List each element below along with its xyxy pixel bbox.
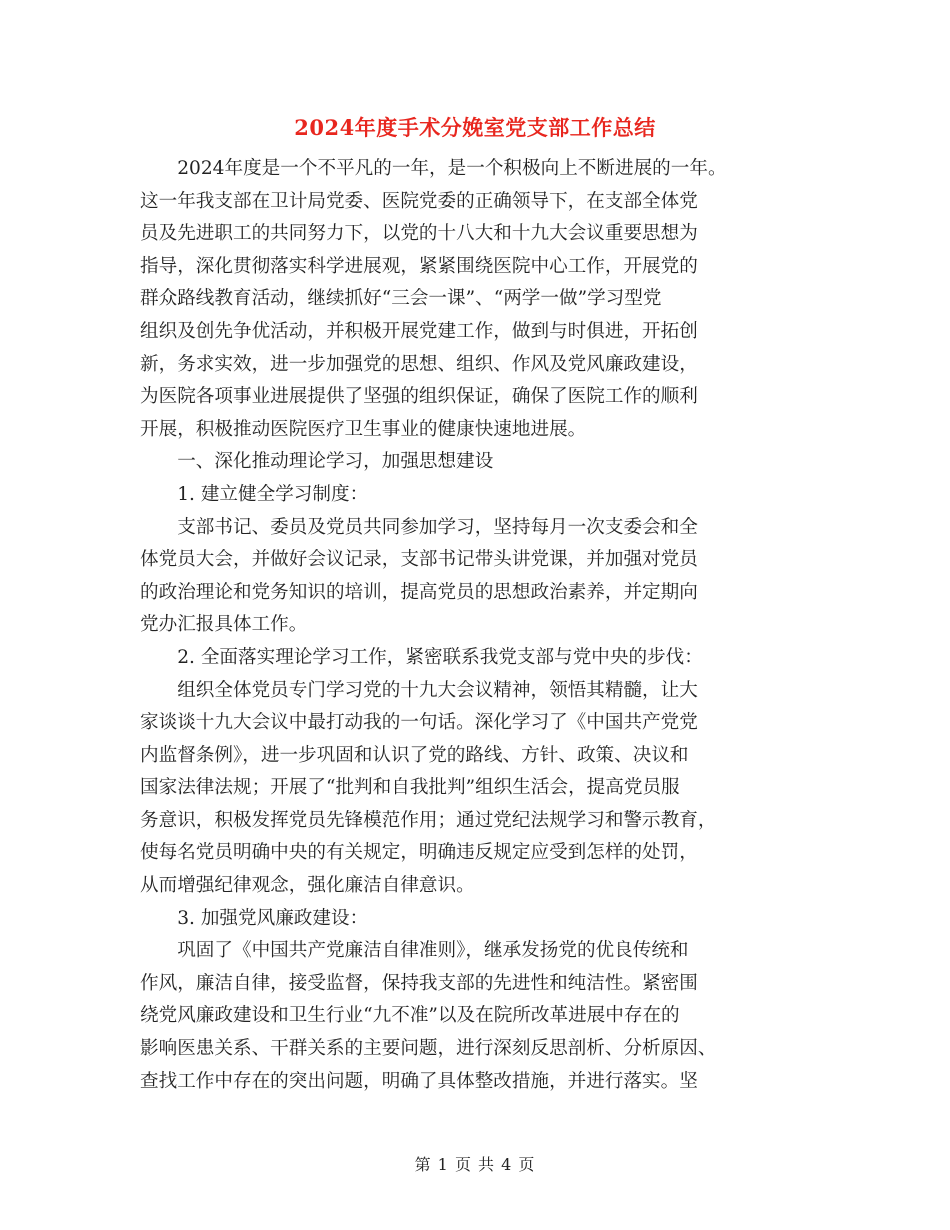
body-line: 群众路线教育活动，继续抓好“三会一课”、“两学一做”学习型党 bbox=[140, 288, 662, 310]
subsection-heading: 1. 建立健全学习制度： bbox=[140, 483, 369, 505]
subsection-heading: 3. 加强党风廉政建设： bbox=[140, 907, 369, 929]
body-line: 作风，廉洁自律，接受监督，保持我支部的先进性和纯洁性。紧密围 bbox=[140, 972, 698, 994]
body-line: 组织及创先争优活动，并积极开展党建工作，做到与时俱进，开拓创 bbox=[140, 320, 698, 342]
body-line: 支部书记、委员及党员共同参加学习，坚持每月一次支委会和全 bbox=[140, 516, 698, 538]
body-line: 查找工作中存在的突出问题，明确了具体整改措施，并进行落实。坚 bbox=[140, 1070, 698, 1092]
body-line: 这一年我支部在卫计局党委、医院党委的正确领导下，在支部全体党 bbox=[140, 190, 698, 212]
body-line: 内监督条例》，进一步巩固和认识了党的路线、方针、政策、决议和 bbox=[140, 744, 689, 766]
subsection-heading: 2. 全面落实理论学习工作，紧密联系我党支部与党中央的步伐： bbox=[140, 646, 703, 668]
document-body bbox=[140, 153, 812, 1098]
body-line: 体党员大会，并做好会议记录，支部书记带头讲党课，并加强对党员 bbox=[140, 549, 698, 571]
page-footer: 第 1 页 共 4 页 bbox=[414, 1155, 536, 1174]
body-line: 组织全体党员专门学习党的十九大会议精神，领悟其精髓，让大 bbox=[140, 679, 698, 701]
body-line: 绕党风廉政建设和卫生行业“九不准”以及在院所改革进展中存在的 bbox=[140, 1005, 680, 1027]
body-line: 党办汇报具体工作。 bbox=[140, 614, 308, 636]
body-line: 家谈谈十九大会议中最打动我的一句话。深化学习了《中国共产党党 bbox=[140, 712, 698, 734]
body-line: 指导，深化贯彻落实科学进展观，紧紧围绕医院中心工作，开展党的 bbox=[140, 255, 698, 277]
body-line: 巩固了《中国共产党廉洁自律准则》，继承发扬党的优良传统和 bbox=[140, 940, 689, 962]
body-line: 的政治理论和党务知识的培训，提高党员的思想政治素养，并定期向 bbox=[140, 581, 698, 603]
body-line: 务意识，积极发挥党员先锋模范作用；通过党纪法规学习和警示教育， bbox=[140, 809, 717, 831]
section-heading: 一、深化推动理论学习，加强思想建设 bbox=[140, 451, 494, 473]
body-line: 国家法律法规；开展了“批判和自我批判”组织生活会，提高党员服 bbox=[140, 777, 680, 799]
body-line: 影响医患关系、干群关系的主要问题，进行深刻反思剖析、分析原因、 bbox=[140, 1038, 717, 1060]
body-line: 2024年度是一个不平凡的一年，是一个积极向上不断进展的一年。 bbox=[140, 158, 727, 179]
body-line: 开展，积极推动医院医疗卫生事业的健康快速地进展。 bbox=[140, 418, 587, 440]
body-line: 员及先进职工的共同努力下，以党的十八大和十九大会议重要思想为 bbox=[140, 223, 698, 245]
body-line: 从而增强纪律观念，强化廉洁自律意识。 bbox=[140, 875, 475, 897]
document-title: 2024年度手术分娩室党支部工作总结 bbox=[294, 115, 656, 140]
body-line: 使每名党员明确中央的有关规定，明确违反规定应受到怎样的处罚， bbox=[140, 842, 698, 864]
body-line: 新，务求实效，进一步加强党的思想、组织、作风及党风廉政建设， bbox=[140, 353, 698, 375]
body-line: 为医院各项事业进展提供了坚强的组织保证，确保了医院工作的顺利 bbox=[140, 386, 698, 408]
